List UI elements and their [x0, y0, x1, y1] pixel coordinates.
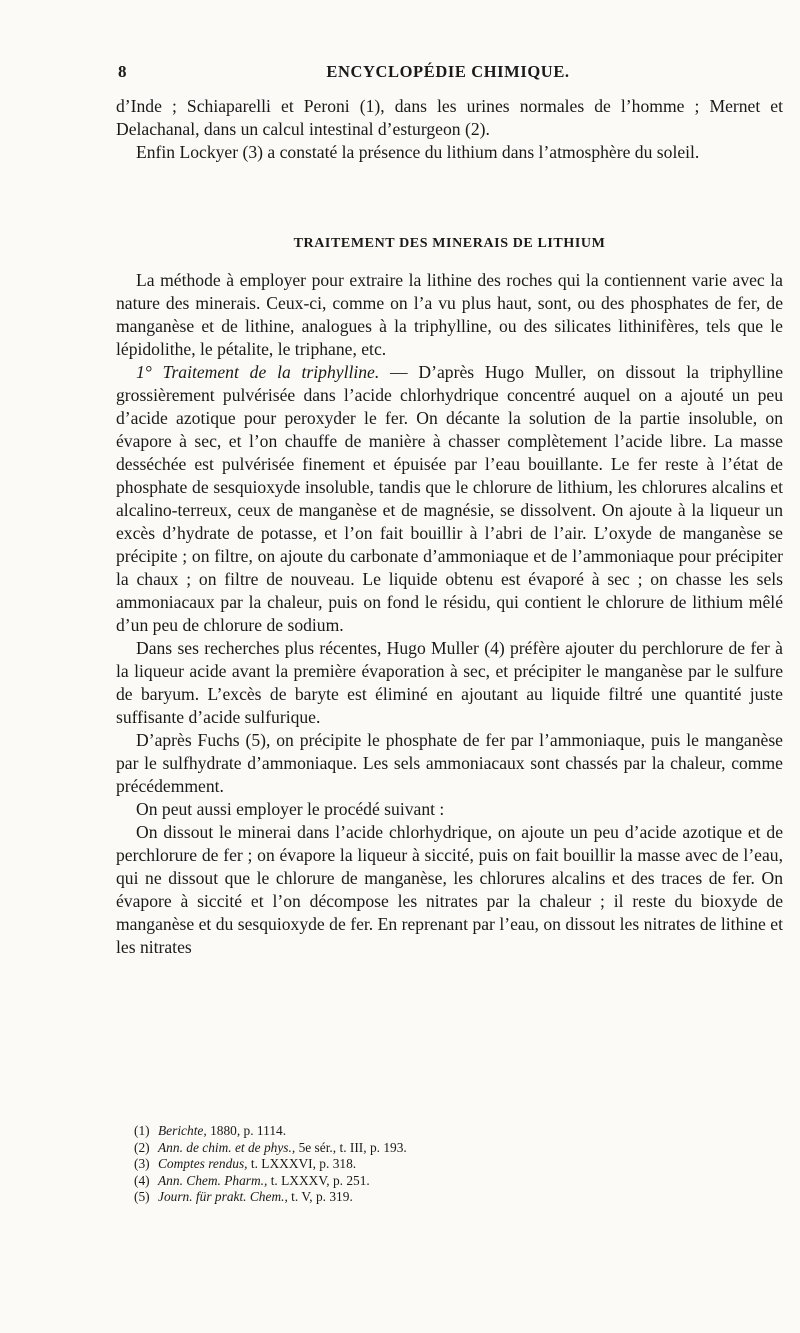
footnotes	[134, 1123, 654, 1206]
paragraph-5: Dans ses recherches plus récentes, Hugo Muller (4) préfère ajouter du perchlorure de fer à la liqueur acide avant la première évaporation à sec, et précipiter le manganèse par le sulfure de baryum. L’excès de baryte est éliminé en ajoutant au liquide filtré une quantité juste suffisante d’acide sulfurique.	[116, 638, 783, 727]
section-heading: TRAITEMENT DES MINERAIS DE LITHIUM	[293, 236, 606, 251]
footnote-number: (3)	[134, 1156, 150, 1171]
footnote-source: Journ. für prakt. Chem.,	[158, 1189, 288, 1204]
paragraph-3: La méthode à employer pour extraire la lithine des roches qui la contiennent varie avec la nature des minerais. Ceux-ci, comme on l’a vu plus haut, sont, ou des phosphates de fer, de manganèse et de lithine, analogues à la triphylline, ou des silicates lithinifères, tels que le lépidolithe, le pétalite, le triphane, etc.	[116, 270, 783, 359]
footnote-reference: 1880, p. 1114.	[206, 1123, 287, 1138]
footnote-reference: t. V, p. 319.	[287, 1189, 353, 1204]
footnote-source: Comptes rendus,	[158, 1156, 248, 1171]
page-number: 8	[118, 62, 127, 81]
footnote	[134, 1156, 654, 1173]
footnote-number: (1)	[134, 1123, 150, 1138]
paragraph-1: d’Inde ; Schiaparelli et Peroni (1), dans les urines normales de l’homme ; Mernet et Delachanal, dans un calcul intestinal d’esturgeon (2).	[116, 96, 783, 139]
footnote	[134, 1173, 654, 1190]
footnote-source: Ann. Chem. Pharm.,	[158, 1172, 268, 1188]
footnote-source: Berichte,	[158, 1123, 207, 1138]
paragraph-6: D’après Fuchs (5), on précipite le phosphate de fer par l’ammoniaque, puis le manganèse par le sulfhydrate d’ammoniaque. Les sels ammoniacaux sont chassés par la chaleur, comme précédemment.	[116, 730, 783, 796]
subsection-title: 1° Traitement de la triphylline.	[136, 362, 380, 382]
paragraph-4	[116, 361, 783, 637]
footnote-reference: t. LXXXVI, p. 318.	[247, 1156, 357, 1171]
footnote	[134, 1189, 654, 1206]
running-head	[118, 62, 778, 88]
paragraph-7: On peut aussi employer le procédé suivant :	[136, 799, 445, 819]
footnote	[134, 1140, 654, 1157]
paragraph-8: On dissout le minerai dans l’acide chlorhydrique, on ajoute un peu d’acide azotique et de perchlorure de fer ; on évapore la liqueur à siccité, puis on fait bouillir la masse avec de l’eau, qui ne dissout que le chlorure de manganèse, les chlorures alcalins et des traces de fer. On évapore à siccité et l’on décompose les nitrates par la chaleur ; il reste du bioxyde de manganèse et du sesquioxyde de fer. En reprenant par l’eau, on dissout les nitrates de lithine et les nitrates	[116, 822, 783, 957]
footnote-reference: t. LXXXV, p. 251.	[267, 1172, 370, 1188]
footnote	[134, 1123, 654, 1140]
footnote-number: (5)	[134, 1189, 150, 1204]
footnote-source: Ann. de chim. et de phys.,	[158, 1139, 296, 1155]
paragraph-4-text: — D’après Hugo Muller, on dissout la triphylline grossièrement pulvérisée dans l’acide chlorhydrique concentré auquel on a ajouté un peu d’acide azotique pour peroxyder le fer. On décante la solution de la partie insoluble, on évapore à sec, et l’on chauffe de manière à chasser complètement l’acide libre. La masse desséchée est pulvérisée finement et épuisée par l’eau bouillante. Le fer reste à l’état de phosphate de sesquioxyde insoluble, tandis que le chlorure de lithium, les chlorures alcalins et alcalino-terreux, ceux de manganèse et de magnésie, se dissolvent. On ajoute à la liqueur un excès d’hydrate de potasse, et l’on fait bouillir à l’abri de l’air. L’oxyde de manganèse se précipite ; on filtre, on ajoute du carbonate d’ammoniaque et de l’ammoniaque pour précipiter la chaux ; on filtre de nouveau. Le liquide obtenu est évaporé à sec ; on chasse les sels ammoniacaux par la chaleur, puis on fond le résidu, qui contient le chlorure de lithium mêlé d’un peu de chlorure de sodium.	[116, 362, 784, 635]
footnote-reference: 5e sér., t. III, p. 193.	[295, 1139, 407, 1155]
body-text	[116, 95, 783, 959]
footnote-number: (4)	[134, 1172, 150, 1188]
paragraph-2: Enfin Lockyer (3) a constaté la présence du lithium dans l’atmosphère du soleil.	[136, 142, 700, 162]
running-title: ENCYCLOPÉDIE CHIMIQUE.	[326, 62, 570, 81]
footnote-number: (2)	[134, 1139, 150, 1155]
